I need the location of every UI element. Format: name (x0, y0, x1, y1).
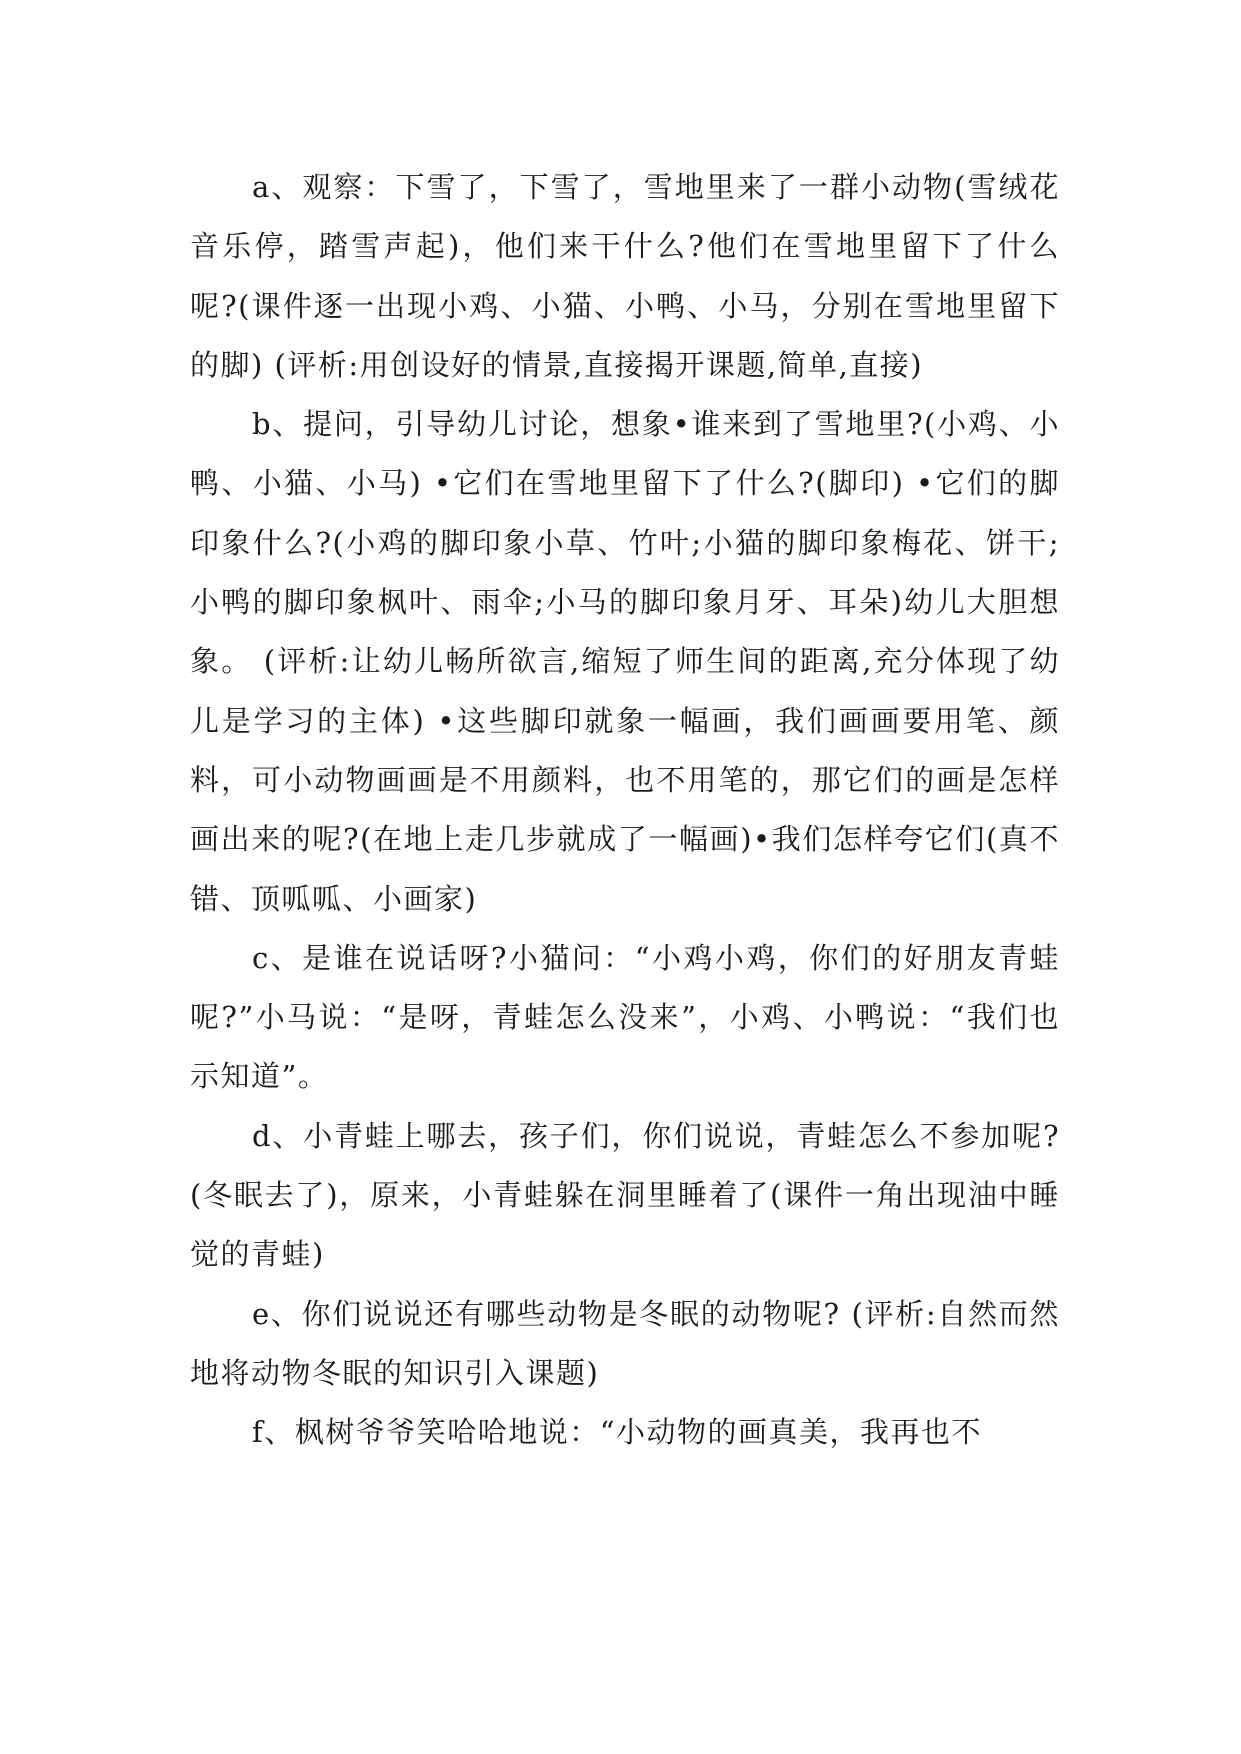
paragraph-b: b、提问，引导幼儿讨论，想象•谁来到了雪地里?(小鸡、小鸭、小猫、小马) •它们在雪地里留下了什么?(脚印) •它们的脚印象什么?(小鸡的脚印象小草、竹叶;小猫的脚印象梅花、饼干;小鸭的脚印象枫叶、雨伞;小马的脚印象月牙、耳朵)幼儿大胆想象。 (评析:让幼儿畅所欲言,缩短了师生间的距离,充分体现了幼儿是学习的主体) •这些脚印就象一幅画，我们画画要用笔、颜料，可小动物画画是不用颜料，也不用笔的，那它们的画是怎样画出来的呢?(在地上走几步就成了一幅画)•我们怎样夸它们(真不错、顶呱呱、小画家) (190, 407, 1060, 916)
document-body (190, 158, 1060, 1463)
paragraph-c: c、是谁在说话呀?小猫问：“小鸡小鸡，你们的好朋友青蛙呢?”小马说：“是呀，青蛙怎么没来”，小鸡、小鸭说：“我们也示知道”。 (190, 940, 1060, 1094)
paragraph-d: d、小青蛙上哪去，孩子们，你们说说，青蛙怎么不参加呢?(冬眠去了)，原来，小青蛙躲在洞里睡着了(课件一角出现油中睡觉的青蛙) (190, 1118, 1060, 1272)
paragraph-a: a、观察：下雪了，下雪了，雪地里来了一群小动物(雪绒花音乐停，踏雪声起)，他们来干什么?他们在雪地里留下了什么呢?(课件逐一出现小鸡、小猫、小鸭、小马，分别在雪地里留下的脚) (评析:用创设好的情景,直接揭开课题,简单,直接) (190, 170, 1060, 382)
paragraph-f: f、枫树爷爷笑哈哈地说：“小动物的画真美，我再也不 (252, 1415, 983, 1450)
paragraph-e: e、你们说说还有哪些动物是冬眠的动物呢? (评析:自然而然地将动物冬眠的知识引入课题) (190, 1296, 1060, 1390)
